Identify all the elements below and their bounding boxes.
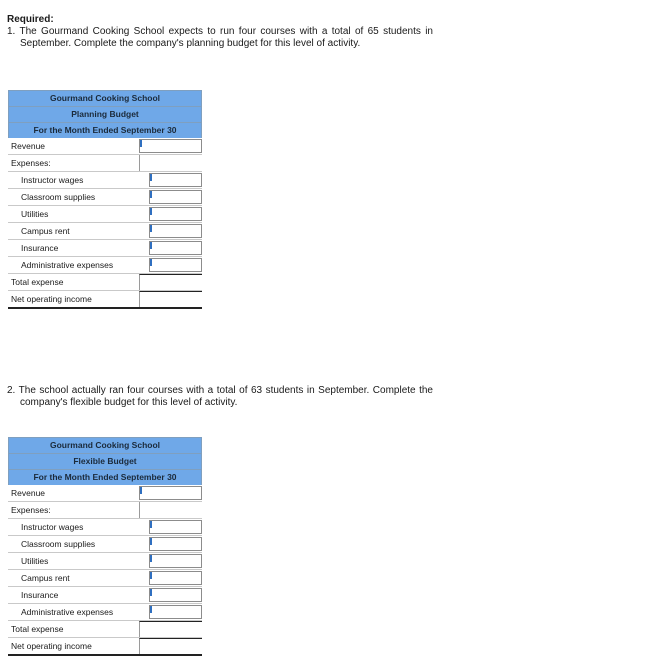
flexible-total-cell bbox=[139, 621, 202, 637]
flexible-rent-input[interactable] bbox=[149, 571, 202, 585]
planning-row-classroom bbox=[8, 189, 202, 206]
flexible-utilities-input[interactable] bbox=[149, 554, 202, 568]
row-label: Administrative expenses bbox=[21, 607, 114, 617]
row-label: Classroom supplies bbox=[21, 539, 96, 549]
flexible-row-classroom bbox=[8, 536, 202, 553]
row-label: Insurance bbox=[21, 590, 59, 600]
planning-row-revenue bbox=[8, 138, 202, 155]
flexible-classroom-input[interactable] bbox=[149, 537, 202, 551]
row-label: Utilities bbox=[21, 556, 49, 566]
flexible-row-insurance bbox=[8, 587, 202, 604]
flexible-row-utilities bbox=[8, 553, 202, 570]
flexible-row-rent bbox=[8, 570, 202, 587]
row-label: Revenue bbox=[11, 141, 46, 151]
flexible-row-total bbox=[8, 621, 202, 638]
row-label: Total expense bbox=[11, 624, 64, 634]
question-2-number: 2. bbox=[7, 385, 16, 396]
empty-cell bbox=[139, 502, 202, 518]
row-label: Instructor wages bbox=[21, 522, 84, 532]
row-label: Net operating income bbox=[11, 641, 92, 651]
planning-row-instructor bbox=[8, 172, 202, 189]
flexible-row-admin bbox=[8, 604, 202, 621]
row-label: Campus rent bbox=[21, 226, 70, 236]
flexible-company-name: Gourmand Cooking School bbox=[8, 437, 202, 453]
flexible-instructor-input[interactable] bbox=[149, 520, 202, 534]
flexible-period: For the Month Ended September 30 bbox=[8, 469, 202, 485]
flexible-budget-title: Flexible Budget bbox=[8, 453, 202, 469]
flexible-row-noi bbox=[8, 638, 202, 656]
planning-admin-input[interactable] bbox=[149, 258, 202, 272]
row-label: Instructor wages bbox=[21, 175, 84, 185]
planning-instructor-input[interactable] bbox=[149, 173, 202, 187]
planning-revenue-input[interactable] bbox=[139, 139, 202, 153]
row-label: Classroom supplies bbox=[21, 192, 96, 202]
row-label: Campus rent bbox=[21, 573, 70, 583]
planning-company-name: Gourmand Cooking School bbox=[8, 90, 202, 106]
question-1 bbox=[7, 26, 433, 50]
planning-row-noi bbox=[8, 291, 202, 309]
flexible-row-instructor bbox=[8, 519, 202, 536]
row-label: Utilities bbox=[21, 209, 49, 219]
question-2-text: The school actually ran four courses with a total of 63 students in September. Complete the company's flexible budget for this level of activity. bbox=[18, 385, 433, 408]
planning-budget-title: Planning Budget bbox=[8, 106, 202, 122]
planning-row-rent bbox=[8, 223, 202, 240]
flexible-budget-table bbox=[8, 437, 202, 656]
flexible-revenue-input[interactable] bbox=[139, 486, 202, 500]
row-label: Expenses: bbox=[11, 158, 51, 168]
planning-period: For the Month Ended September 30 bbox=[8, 122, 202, 138]
flexible-admin-input[interactable] bbox=[149, 605, 202, 619]
planning-row-total bbox=[8, 274, 202, 291]
row-label: Administrative expenses bbox=[21, 260, 114, 270]
planning-total-cell bbox=[139, 274, 202, 290]
question-2 bbox=[7, 385, 433, 409]
row-label: Total expense bbox=[11, 277, 64, 287]
flexible-row-revenue bbox=[8, 485, 202, 502]
question-1-text: The Gourmand Cooking School expects to run four courses with a total of 65 students in September. Complete the company's planning budget for this level of activity. bbox=[19, 26, 433, 49]
row-label: Expenses: bbox=[11, 505, 51, 515]
planning-utilities-input[interactable] bbox=[149, 207, 202, 221]
planning-classroom-input[interactable] bbox=[149, 190, 202, 204]
planning-row-insurance bbox=[8, 240, 202, 257]
planning-row-admin bbox=[8, 257, 202, 274]
planning-row-expenses bbox=[8, 155, 202, 172]
planning-noi-cell bbox=[139, 291, 202, 307]
question-1-number: 1. bbox=[7, 26, 16, 37]
flexible-insurance-input[interactable] bbox=[149, 588, 202, 602]
planning-budget-table bbox=[8, 90, 202, 309]
planning-row-utilities bbox=[8, 206, 202, 223]
flexible-row-expenses bbox=[8, 502, 202, 519]
planning-insurance-input[interactable] bbox=[149, 241, 202, 255]
row-label: Insurance bbox=[21, 243, 59, 253]
empty-cell bbox=[139, 155, 202, 171]
planning-rent-input[interactable] bbox=[149, 224, 202, 238]
row-label: Revenue bbox=[11, 488, 46, 498]
flexible-noi-cell bbox=[139, 638, 202, 654]
required-heading: Required: bbox=[7, 14, 54, 25]
row-label: Net operating income bbox=[11, 294, 92, 304]
